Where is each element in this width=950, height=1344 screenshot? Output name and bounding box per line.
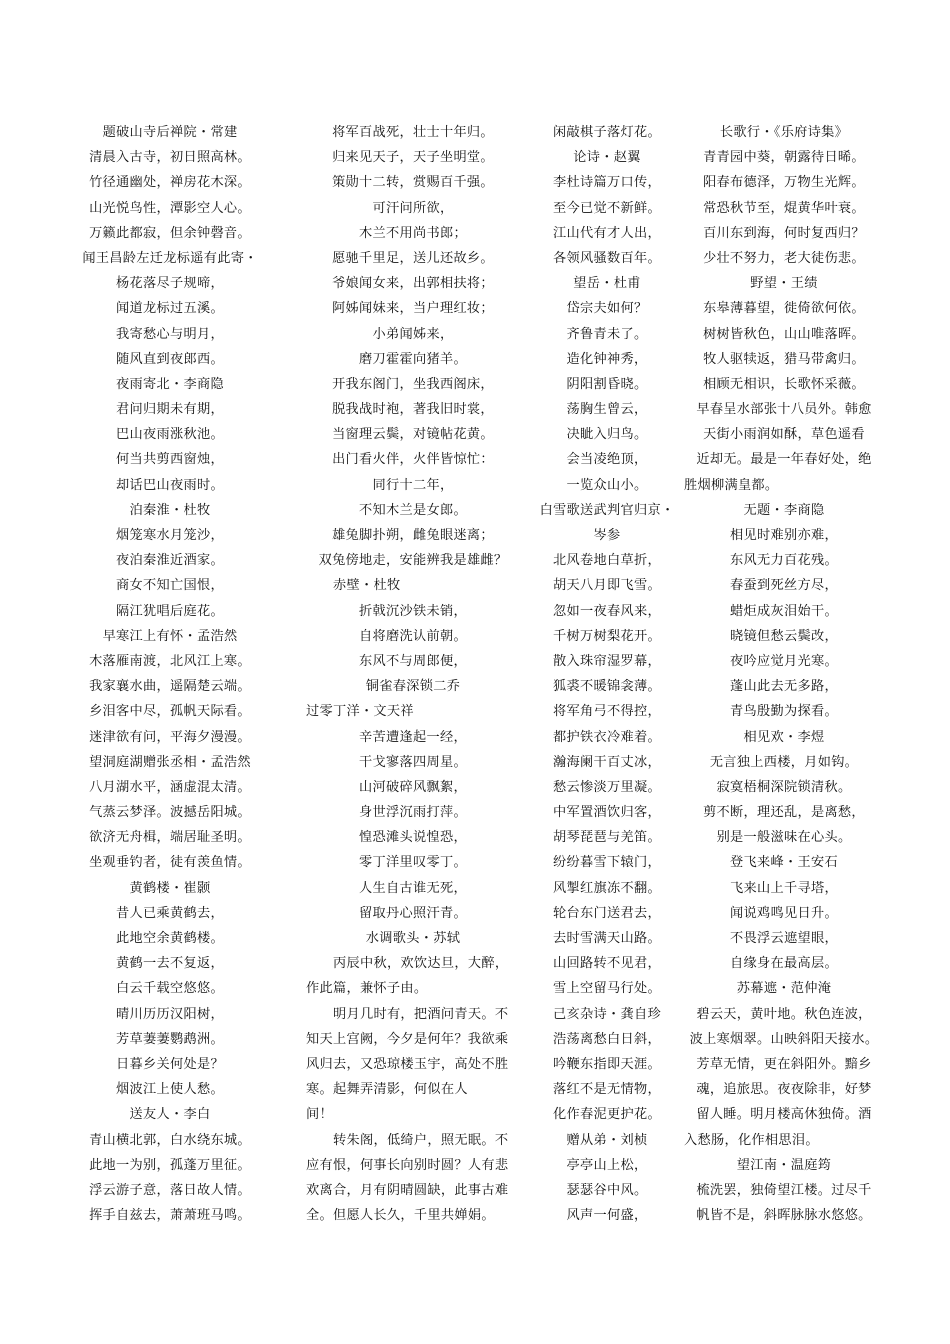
column-1	[64, 120, 276, 1228]
text-line: 决眦入归鸟。	[566, 427, 648, 443]
text-line: 脱我战时袍，著我旧时裳，	[332, 402, 494, 418]
text-line: 君问归期未有期，	[116, 402, 224, 418]
text-line: 天街小雨润如酥，草色遥看	[703, 427, 865, 443]
text-line: 帆皆不是，斜晖脉脉水悠悠。	[696, 1208, 872, 1224]
text-line: 无题・李商隐	[743, 502, 825, 518]
text-line: 岑参	[593, 528, 621, 543]
text-line: 常恐秋节至，焜黄华叶衰。	[703, 200, 865, 216]
text-line: 知天上宫阙，今夕是何年？我欲乘	[306, 1031, 509, 1047]
text-line: 瀚海阑干百丈冰，	[553, 754, 661, 770]
text-line: 波上寒烟翠。山映斜阳天接水。	[689, 1031, 879, 1047]
column-4	[684, 120, 884, 1228]
text-line: 转朱阁，低绮户，照无眠。不	[333, 1132, 509, 1148]
text-line: 昔人已乘黄鹤去，	[116, 905, 224, 921]
text-line: 风声一何盛，	[566, 1208, 648, 1224]
text-line: 蓬山此去无多路，	[730, 679, 838, 695]
text-line: 黄鹤楼・崔颢	[129, 880, 211, 896]
text-line: 迷津欲有问，平海夕漫漫。	[89, 729, 251, 745]
text-line: 浩荡离愁白日斜，	[553, 1031, 661, 1047]
text-line: 夜雨寄北・李商隐	[116, 376, 224, 392]
text-line: 化作春泥更护花。	[553, 1107, 661, 1123]
text-line: 会当凌绝顶，	[566, 452, 648, 468]
text-line: 早春呈水部张十八员外。韩愈	[696, 402, 872, 418]
text-line: 少壮不努力，老大徒伤悲。	[703, 250, 865, 266]
text-line: 东风不与周郎便，	[359, 653, 467, 669]
text-line: 坐观垂钓者，徒有羡鱼情。	[89, 855, 251, 871]
text-line: 不知木兰是女郎。	[359, 502, 467, 518]
text-line: 胡琴琵琶与羌笛。	[553, 830, 661, 846]
text-line: 春蚕到死丝方尽，	[730, 578, 838, 594]
text-line: 山光悦鸟性，潭影空人心。	[89, 200, 251, 216]
text-line: 同行十二年，	[372, 477, 454, 493]
text-line: 东皋薄暮望，徙倚欲何依。	[703, 301, 865, 317]
text-line: 飞来山上千寻塔，	[730, 880, 838, 896]
text-line: 夜吟应觉月光寒。	[730, 653, 838, 669]
text-line: 当窗理云鬓，对镜帖花黄。	[332, 427, 494, 443]
text-line: 入愁肠，化作相思泪。	[684, 1132, 819, 1148]
text-line: 过零丁洋・文天祥	[306, 704, 414, 720]
text-line: 望江南・温庭筠	[736, 1157, 832, 1173]
text-line: 野望・王绩	[750, 276, 818, 292]
text-line: 山回路转不见君，	[553, 956, 661, 972]
text-line: 芳草萋萋鹦鹉洲。	[116, 1031, 224, 1047]
text-line: 造化钟神秀，	[566, 351, 648, 367]
text-line: 黄鹤一去不复返，	[116, 956, 224, 972]
text-line: 随风直到夜郎西。	[116, 351, 224, 367]
text-line: 惶恐滩头说惶恐，	[359, 830, 467, 846]
text-line: 至今已觉不新鲜。	[553, 200, 661, 216]
text-line: 不畏浮云遮望眼，	[730, 931, 838, 946]
text-line: 相见时难别亦难，	[730, 528, 838, 543]
text-line: 间！	[306, 1107, 333, 1123]
text-line: 风归去，又恐琼楼玉宇，高处不胜	[306, 1056, 509, 1072]
text-line: 八月湖水平，涵虚混太清。	[89, 779, 251, 795]
text-line: 苏幕遮・范仲淹	[736, 981, 832, 997]
text-line: 爷娘闻女来，出郭相扶将；	[332, 276, 494, 292]
text-line: 碧云天，黄叶地。秋色连波，	[696, 1006, 872, 1022]
text-line: 李杜诗篇万口传，	[553, 175, 661, 191]
text-line: 长歌行・《乐府诗集》	[719, 125, 849, 140]
text-line: 乡泪客中尽，孤帆天际看。	[89, 704, 251, 720]
text-line: 作此篇，兼怀子由。	[306, 981, 428, 997]
text-line: 折戟沉沙铁未销，	[359, 603, 467, 619]
text-line: 我寄愁心与明月，	[116, 326, 224, 342]
text-line: 自缘身在最高层。	[730, 956, 838, 972]
text-line: 应有恨，何事长向别时圆？人有悲	[306, 1157, 509, 1173]
text-line: 散入珠帘湿罗幕，	[553, 653, 661, 669]
text-line: 雄兔脚扑朔，雌兔眼迷离；	[332, 528, 494, 543]
text-line: 魂，追旅思。夜夜除非，好梦	[696, 1082, 872, 1098]
text-line: 都护铁衣冷难着。	[553, 729, 661, 745]
text-line: 早寒江上有怀・孟浩然	[102, 628, 238, 644]
text-line: 开我东阁门，坐我西阁床，	[332, 376, 494, 392]
text-line: 白云千载空悠悠。	[116, 981, 224, 997]
text-line: 小弟闻姊来，	[372, 326, 454, 342]
text-line: 此地空余黄鹤楼。	[116, 931, 224, 946]
text-line: 己亥杂诗・龚自珍	[553, 1006, 661, 1022]
text-line: 泊秦淮・杜牧	[129, 502, 211, 518]
text-line: 愁云惨淡万里凝。	[553, 779, 661, 795]
text-line: 干戈寥落四周星。	[359, 754, 467, 770]
text-line: 商女不知亡国恨，	[116, 578, 224, 594]
text-line: 水调歌头・苏轼	[365, 931, 461, 946]
text-line: 零丁洋里叹零丁。	[359, 855, 467, 871]
text-line: 木兰不用尚书郎；	[359, 225, 467, 241]
text-line: 瑟瑟谷中风。	[566, 1182, 648, 1198]
text-line: 岱宗夫如何？	[566, 301, 648, 317]
text-line: 论诗・赵翼	[573, 150, 641, 166]
text-line: 日暮乡关何处是？	[116, 1056, 224, 1072]
text-line: 忽如一夜春风来，	[553, 603, 661, 619]
text-line: 近却无。最是一年春好处，绝	[696, 452, 872, 468]
text-line: 将军角弓不得控，	[553, 704, 661, 720]
text-line: 身世浮沉雨打萍。	[359, 805, 467, 821]
text-line: 赤壁・杜牧	[333, 578, 401, 594]
text-line: 寒。起舞弄清影，何似在人	[306, 1082, 468, 1098]
text-line: 巴山夜雨涨秋池。	[116, 427, 224, 443]
text-line: 夜泊秦淮近酒家。	[116, 553, 224, 569]
text-line: 亭亭山上松，	[566, 1157, 648, 1173]
text-line: 木落雁南渡，北风江上寒。	[89, 653, 251, 669]
text-line: 胜烟柳满皇都。	[684, 477, 779, 493]
text-line: 落红不是无情物，	[553, 1082, 661, 1098]
text-line: 将军百战死，壮士十年归。	[332, 125, 494, 140]
text-line: 明月几时有，把酒问青天。不	[333, 1006, 509, 1022]
text-line: 中军置酒饮归客，	[553, 805, 661, 821]
text-line: 别是一般滋味在心头。	[716, 830, 852, 846]
text-line: 归来见天子，天子坐明堂。	[332, 150, 494, 166]
text-line: 芳草无情，更在斜阳外。黯乡	[696, 1056, 872, 1072]
text-line: 辛苦遭逢起一经，	[359, 729, 467, 745]
text-line: 清晨入古寺，初日照高林。	[89, 150, 251, 166]
text-line: 山河破碎风飘絮，	[359, 779, 467, 795]
text-line: 双兔傍地走，安能辨我是雄雌？	[318, 553, 508, 569]
text-line: 江山代有才人出，	[553, 225, 661, 241]
text-line: 梳洗罢，独倚望江楼。过尽千	[696, 1182, 872, 1198]
text-line: 各领风骚数百年。	[553, 250, 661, 266]
text-line: 相见欢・李煜	[743, 729, 825, 745]
text-line: 烟波江上使人愁。	[116, 1082, 224, 1098]
text-line: 纷纷暮雪下辕门，	[553, 855, 661, 871]
text-line: 闲敲棋子落灯花。	[553, 125, 661, 140]
text-line: 胡天八月即飞雪。	[553, 578, 661, 594]
text-line: 去时雪满天山路。	[553, 931, 661, 946]
column-3	[532, 120, 682, 1228]
text-line: 隔江犹唱后庭花。	[116, 603, 224, 619]
text-line: 东风无力百花残。	[730, 553, 838, 569]
text-line: 全。但愿人长久，千里共婵娟。	[306, 1208, 495, 1224]
text-line: 烟笼寒水月笼沙，	[116, 528, 224, 543]
text-line: 阴阳割昏晓。	[566, 376, 648, 392]
text-line: 铜雀春深锁二乔	[365, 679, 461, 695]
text-line: 闻王昌龄左迁龙标遥有此寄・	[82, 250, 258, 266]
text-line: 百川东到海，何时复西归？	[703, 225, 865, 241]
text-line: 万籁此都寂，但余钟磬音。	[89, 225, 251, 241]
text-line: 狐裘不暖锦衾薄。	[553, 679, 661, 695]
text-line: 可汗问所欲，	[372, 200, 454, 216]
text-line: 闻道龙标过五溪。	[116, 301, 224, 317]
text-line: 阳春布德泽，万物生光辉。	[703, 175, 865, 191]
text-line: 挥手自兹去，萧萧班马鸣。	[89, 1208, 251, 1224]
text-line: 风掣红旗冻不翻。	[553, 880, 661, 896]
text-line: 荡胸生曾云，	[566, 402, 648, 418]
text-line: 赠从弟・刘桢	[566, 1132, 648, 1148]
text-line: 留取丹心照汗青。	[359, 905, 467, 921]
text-line: 吟鞭东指即天涯。	[553, 1056, 661, 1072]
text-line: 欲济无舟楫，端居耻圣明。	[89, 830, 251, 846]
text-line: 牧人驱犊返，猎马带禽归。	[703, 351, 865, 367]
text-line: 浮云游子意，落日故人情。	[89, 1182, 251, 1198]
text-line: 此地一为别，孤蓬万里征。	[89, 1157, 251, 1173]
text-line: 相顾无相识，长歌怀采薇。	[703, 376, 865, 392]
text-line: 人生自古谁无死，	[359, 880, 467, 896]
text-line: 蜡炬成灰泪始干。	[730, 603, 838, 619]
text-line: 登飞来峰・王安石	[730, 855, 838, 871]
column-2	[306, 120, 520, 1228]
text-line: 杨花落尽子规啼，	[116, 276, 224, 292]
text-line: 策勋十二转，赏赐百千强。	[332, 175, 494, 191]
text-line: 剪不断，理还乱，是离愁，	[703, 805, 865, 821]
text-line: 晴川历历汉阳树，	[116, 1006, 224, 1022]
text-line: 欢离合，月有阴晴圆缺，此事古难	[306, 1182, 509, 1198]
text-line: 望洞庭湖赠张丞相・孟浩然	[89, 754, 251, 770]
text-line: 我家襄水曲，遥隔楚云端。	[89, 679, 251, 695]
text-line: 晓镜但愁云鬓改，	[730, 628, 838, 644]
text-line: 轮台东门送君去，	[553, 905, 661, 921]
text-line: 却话巴山夜雨时。	[116, 477, 224, 493]
text-line: 阿姊闻妹来，当户理红妆；	[332, 301, 494, 317]
text-line: 自将磨洗认前朝。	[359, 628, 467, 644]
text-line: 丙辰中秋，欢饮达旦，大醉，	[333, 956, 509, 972]
text-line: 出门看火伴，火伴皆惊忙：	[332, 452, 494, 468]
text-line: 闻说鸡鸣见日升。	[730, 905, 838, 921]
text-line: 竹径通幽处，禅房花木深。	[89, 175, 251, 191]
text-line: 留人睡。明月楼高休独倚。酒	[696, 1107, 872, 1123]
text-line: 千树万树梨花开。	[553, 628, 661, 644]
text-line: 愿驰千里足，送儿还故乡。	[332, 250, 494, 266]
text-line: 青鸟殷勤为探看。	[730, 704, 838, 720]
text-line: 题破山寺后禅院・常建	[102, 125, 238, 140]
text-line: 送友人・李白	[129, 1107, 211, 1123]
text-line: 雪上空留马行处。	[553, 981, 661, 997]
text-line: 白雪歌送武判官归京・	[539, 502, 675, 518]
text-line: 树树皆秋色，山山唯落晖。	[703, 326, 865, 342]
text-line: 青青园中葵，朝露待日晞。	[703, 150, 865, 166]
text-line: 气蒸云梦泽。波撼岳阳城。	[89, 805, 251, 821]
text-line: 北风卷地白草折，	[553, 553, 661, 569]
text-line: 磨刀霍霍向猪羊。	[359, 351, 467, 367]
text-line: 何当共剪西窗烛，	[116, 452, 224, 468]
text-line: 望岳・杜甫	[573, 276, 641, 292]
text-line: 一览众山小。	[566, 477, 648, 493]
text-line: 青山横北郭，白水绕东城。	[89, 1132, 251, 1148]
text-line: 寂寞梧桐深院锁清秋。	[716, 779, 852, 795]
text-line: 无言独上西楼，月如钩。	[709, 754, 859, 770]
text-line: 齐鲁青未了。	[566, 326, 648, 342]
